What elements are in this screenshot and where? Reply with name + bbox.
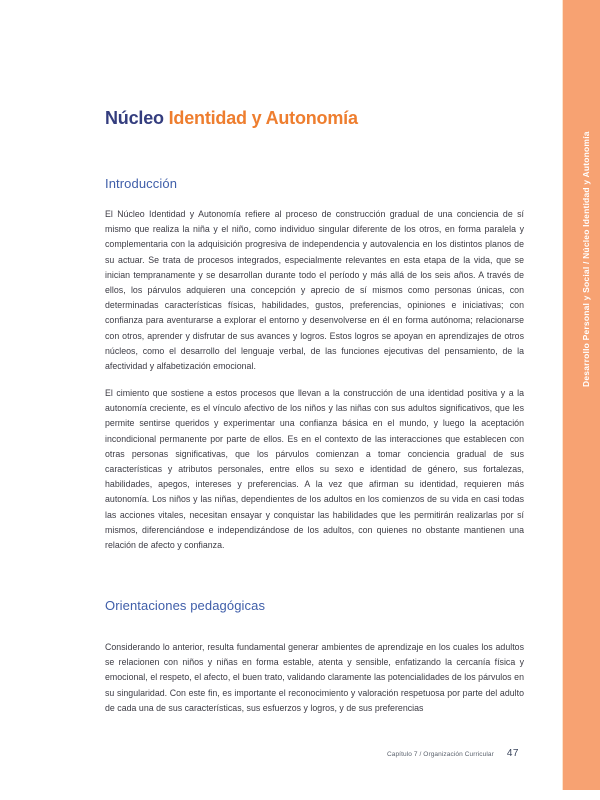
paragraph-introduccion-2: El cimiento que sostiene a estos procesos que llevan a la construcción de una identidad positiva y a la autonomía creciente, es el vínculo afectivo de los niños y las niñas con sus adultos significativos, que les permite sentirse queridos y experimentar una confianza básica en el mundo, y luego la aceptación incondicional permanente por parte de ellos. Es en el contexto de las interacciones que establecen con otras personas significativas, que los párvulos comienzan a tomar conciencia gradual de sus características y atributos personales, entre ellos su sexo e identidad de género, sus fortalezas, habilidades, apegos, intereses y preferencias. A la vez que afirman su identidad, requieren más autonomía. Los niños y las niñas, dependientes de los adultos en los comienzos de su vida en casi todas las acciones vitales, necesitan ensayar y conquistar las habilidades que les permitirán realizarlas por sí mismos, diferenciándose e independizándose de los adultos, con quienes no obstante mantienen una relación de afecto y confianza. xyxy=(105,388,524,551)
page-title-prefix: Núcleo xyxy=(105,108,169,128)
footer-page-number: 47 xyxy=(506,748,519,759)
section-heading-orientaciones: Orientaciones pedagógicas xyxy=(105,598,266,613)
chapter-sidebar-bar xyxy=(562,0,600,790)
footer-chapter-label: Capítulo 7 / Organización Curricular xyxy=(386,751,494,758)
section-heading-introduccion: Introducción xyxy=(105,176,178,191)
paragraph-introduccion-1: El Núcleo Identidad y Autonomía refiere al proceso de construcción gradual de una conciencia de sí mismo que realiza la niña y el niño, como individuo singular diferente de los otros, en forma paralela y complementaria con la adquisición progresiva de independencia y autovalencia en los distintos planos de su actuar. Se trata de procesos integrados, especialmente relevantes en esta etapa de la vida, que se inician tempranamente y se desarrollan durante todo el período y más allá de los seis años. A través de ellos, los párvulos adquieren una concepción y aprecio de sí mismos como personas únicas, con determinadas características físicas, habilidades, gustos, preferencias, opiniones e iniciativas; con confianza para aventurarse a explorar el entorno y desenvolverse en él en forma autónoma; relacionarse con otros, aprender y disfrutar de sus avances y logros. Estos logros se apoyan en aprendizajes de otros núcleos, como el desarrollo del lenguaje verbal, de las funciones ejecutivas del pensamiento, de la afectividad y alfabetización emocional. xyxy=(105,209,524,372)
paragraph-orientaciones-1: Considerando lo anterior, resulta fundamental generar ambientes de aprendizaje en los cuales los adultos se relacionen con niños y niñas en forma estable, atenta y sensible, enfatizando la cercanía física y emocional, el respeto, el afecto, el buen trato, validando claramente las potencialidades de los párvulos en su singularidad. Con este fin, es importante el reconocimiento y valoración respetuosa por parte del adulto de cada una de sus características, sus esfuerzos y logros, y de sus preferencias xyxy=(105,642,524,713)
page-title xyxy=(105,108,358,129)
page-title-highlight: Identidad y Autonomía xyxy=(168,108,358,128)
page-footer xyxy=(105,748,519,759)
chapter-sidebar-label: Desarrollo Personal y Social / Núcleo Identidad y Autonomía xyxy=(581,131,591,387)
